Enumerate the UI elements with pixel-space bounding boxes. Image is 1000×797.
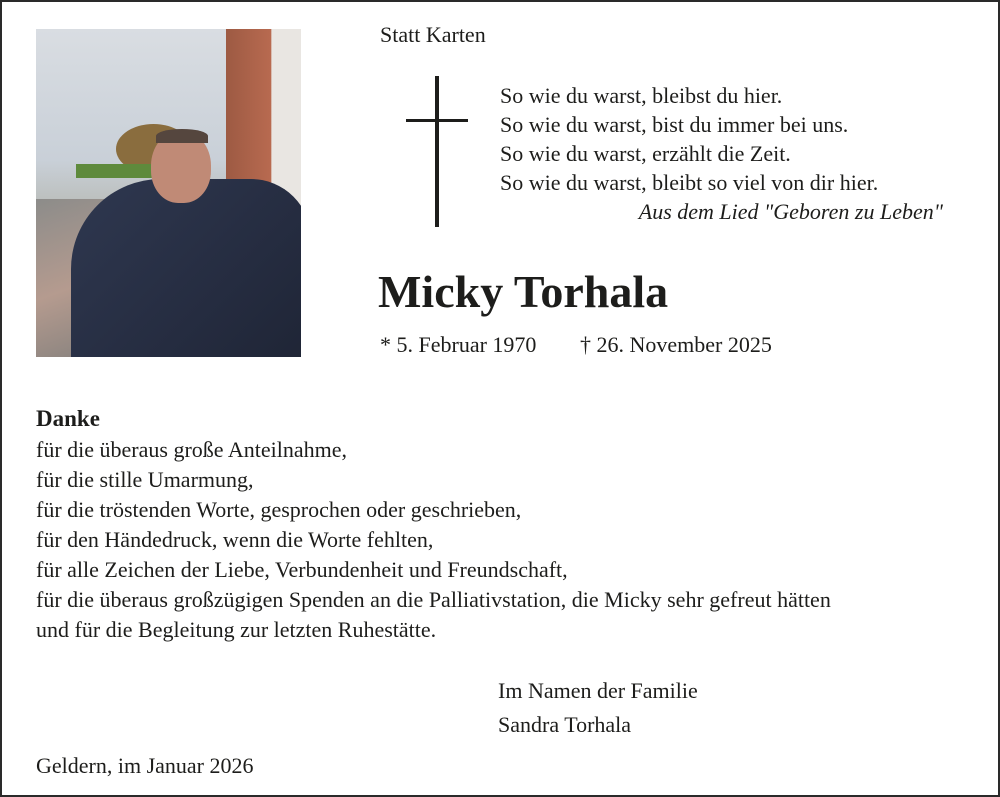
- thanks-line: für die stille Umarmung,: [36, 467, 254, 492]
- poem-line: So wie du warst, bleibt so viel von dir hier.: [500, 170, 879, 195]
- poem-source: Aus dem Lied "Geboren zu Leben": [638, 199, 943, 224]
- poem-line: So wie du warst, erzählt die Zeit.: [500, 141, 791, 166]
- place-date: Geldern, im Januar 2026: [36, 753, 254, 778]
- thanks-line: für die tröstenden Worte, gesprochen oder geschrieben,: [36, 497, 522, 522]
- birth-date: * 5. Februar 1970: [380, 332, 537, 357]
- thanks-line: und für die Begleitung zur letzten Ruhestätte.: [36, 617, 437, 642]
- thanks-heading: Danke: [36, 406, 100, 431]
- thanks-line: für die überaus großzügigen Spenden an die Palliativstation, die Micky sehr gefreut hätten: [36, 587, 831, 612]
- signature-line: Im Namen der Familie: [498, 678, 698, 703]
- thanks-line: für die überaus große Anteilnahme,: [36, 437, 347, 462]
- thanks-line: für alle Zeichen der Liebe, Verbundenheit und Freundschaft,: [36, 557, 568, 582]
- portrait-photo: [36, 29, 301, 357]
- cross-icon-bar: [406, 119, 468, 122]
- thanks-line: für den Händedruck, wenn die Worte fehlten,: [36, 527, 434, 552]
- photo-person-jacket: [71, 179, 301, 357]
- poem-line: So wie du warst, bleibst du hier.: [500, 83, 783, 108]
- cross-icon: [435, 76, 439, 227]
- signature-name: Sandra Torhala: [498, 712, 632, 737]
- death-date: † 26. November 2025: [580, 332, 772, 357]
- statt-karten: Statt Karten: [380, 22, 486, 47]
- deceased-name: Micky Torhala: [378, 266, 669, 317]
- photo-person-hair: [156, 129, 208, 143]
- poem-line: So wie du warst, bist du immer bei uns.: [500, 112, 849, 137]
